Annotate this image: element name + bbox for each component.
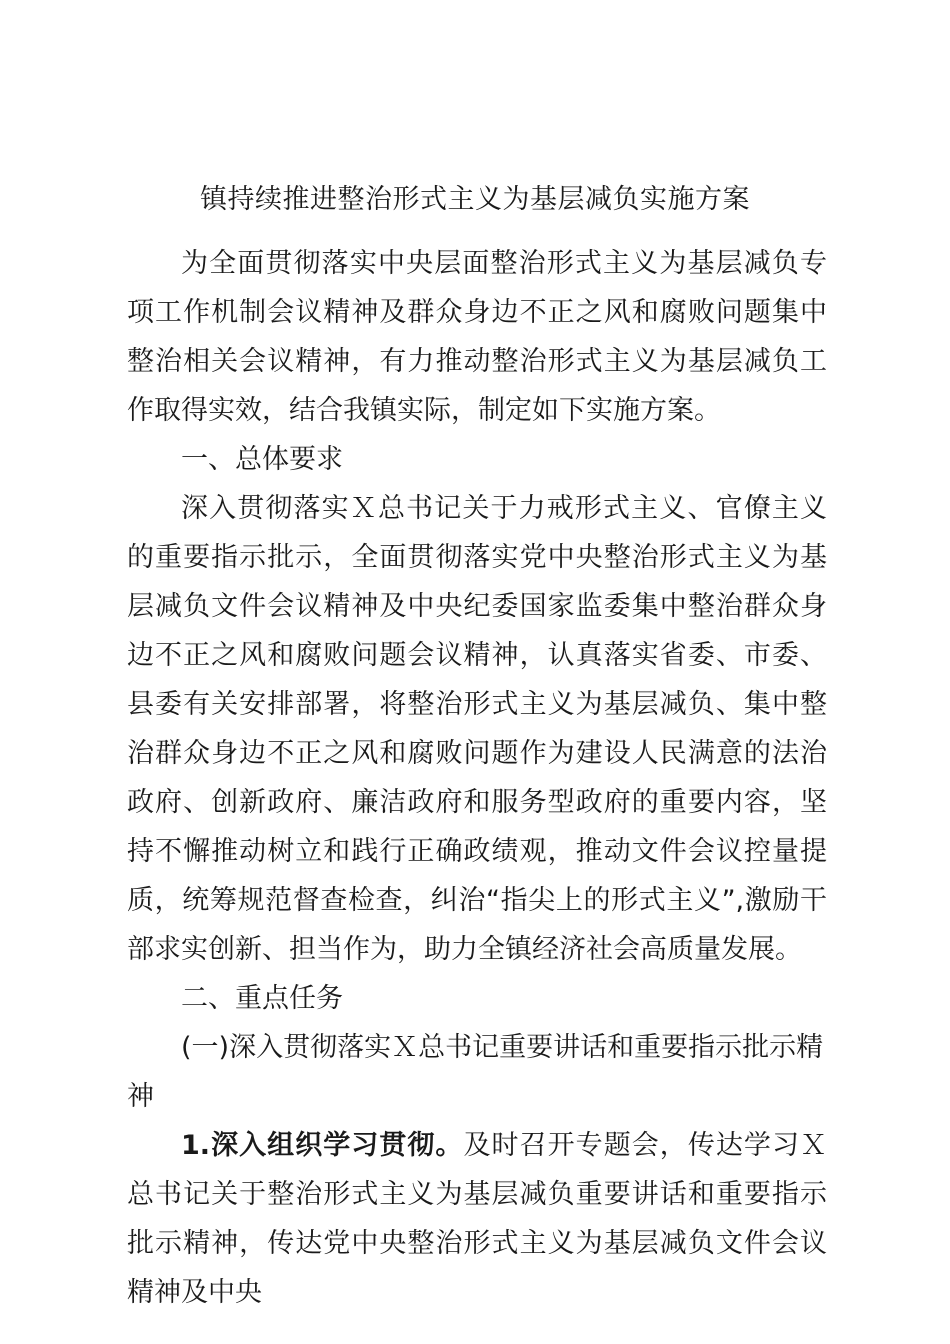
subsection-heading-1: (一)深入贯彻落实Ｘ总书记重要讲话和重要指示批示精神 [127, 1032, 824, 1112]
item-1-body: 及时召开专题会，传达学习Ｘ总书记关于整治形式主义为基层减负重要讲话和重要指示批示精神，传达党中央整治形式主义为基层减负文件会议精神及中央 [127, 1130, 828, 1308]
document-title: 镇持续推进整治形式主义为基层减负实施方案 [200, 184, 750, 215]
intro-paragraph: 为全面贯彻落实中央层面整治形式主义为基层减负专项工作机制会议精神及群众身边不正之风和腐败问题集中整治相关会议精神，有力推动整治形式主义为基层减负工作取得实效，结合我镇实际，制定如下实施方案。 [127, 248, 827, 426]
section-heading-key-tasks: 二、重点任务 [181, 983, 343, 1014]
item-1-paragraph [127, 1121, 827, 1317]
overall-requirements-paragraph: 深入贯彻落实Ｘ总书记关于力戒形式主义、官僚主义的重要指示批示，全面贯彻落实党中央整治形式主义为基层减负文件会议精神及中央纪委国家监委集中整治群众身边不正之风和腐败问题会议精神，认真落实省委、市委、县委有关安排部署，将整治形式主义为基层减负、集中整治群众身边不正之风和腐败问题作为建设人民满意的法治政府、创新政府、廉洁政府和服务型政府的重要内容，坚持不懈推动树立和践行正确政绩观，推动文件会议控量提质，统筹规范督查检查，纠治“指尖上的形式主义”,激励干部求实创新、担当作为，助力全镇经济社会高质量发展。 [127, 493, 827, 965]
item-1-lead: 1.深入组织学习贯彻。 [181, 1130, 464, 1161]
document-body [127, 239, 827, 1317]
section-heading-overall-requirements: 一、总体要求 [181, 444, 343, 475]
